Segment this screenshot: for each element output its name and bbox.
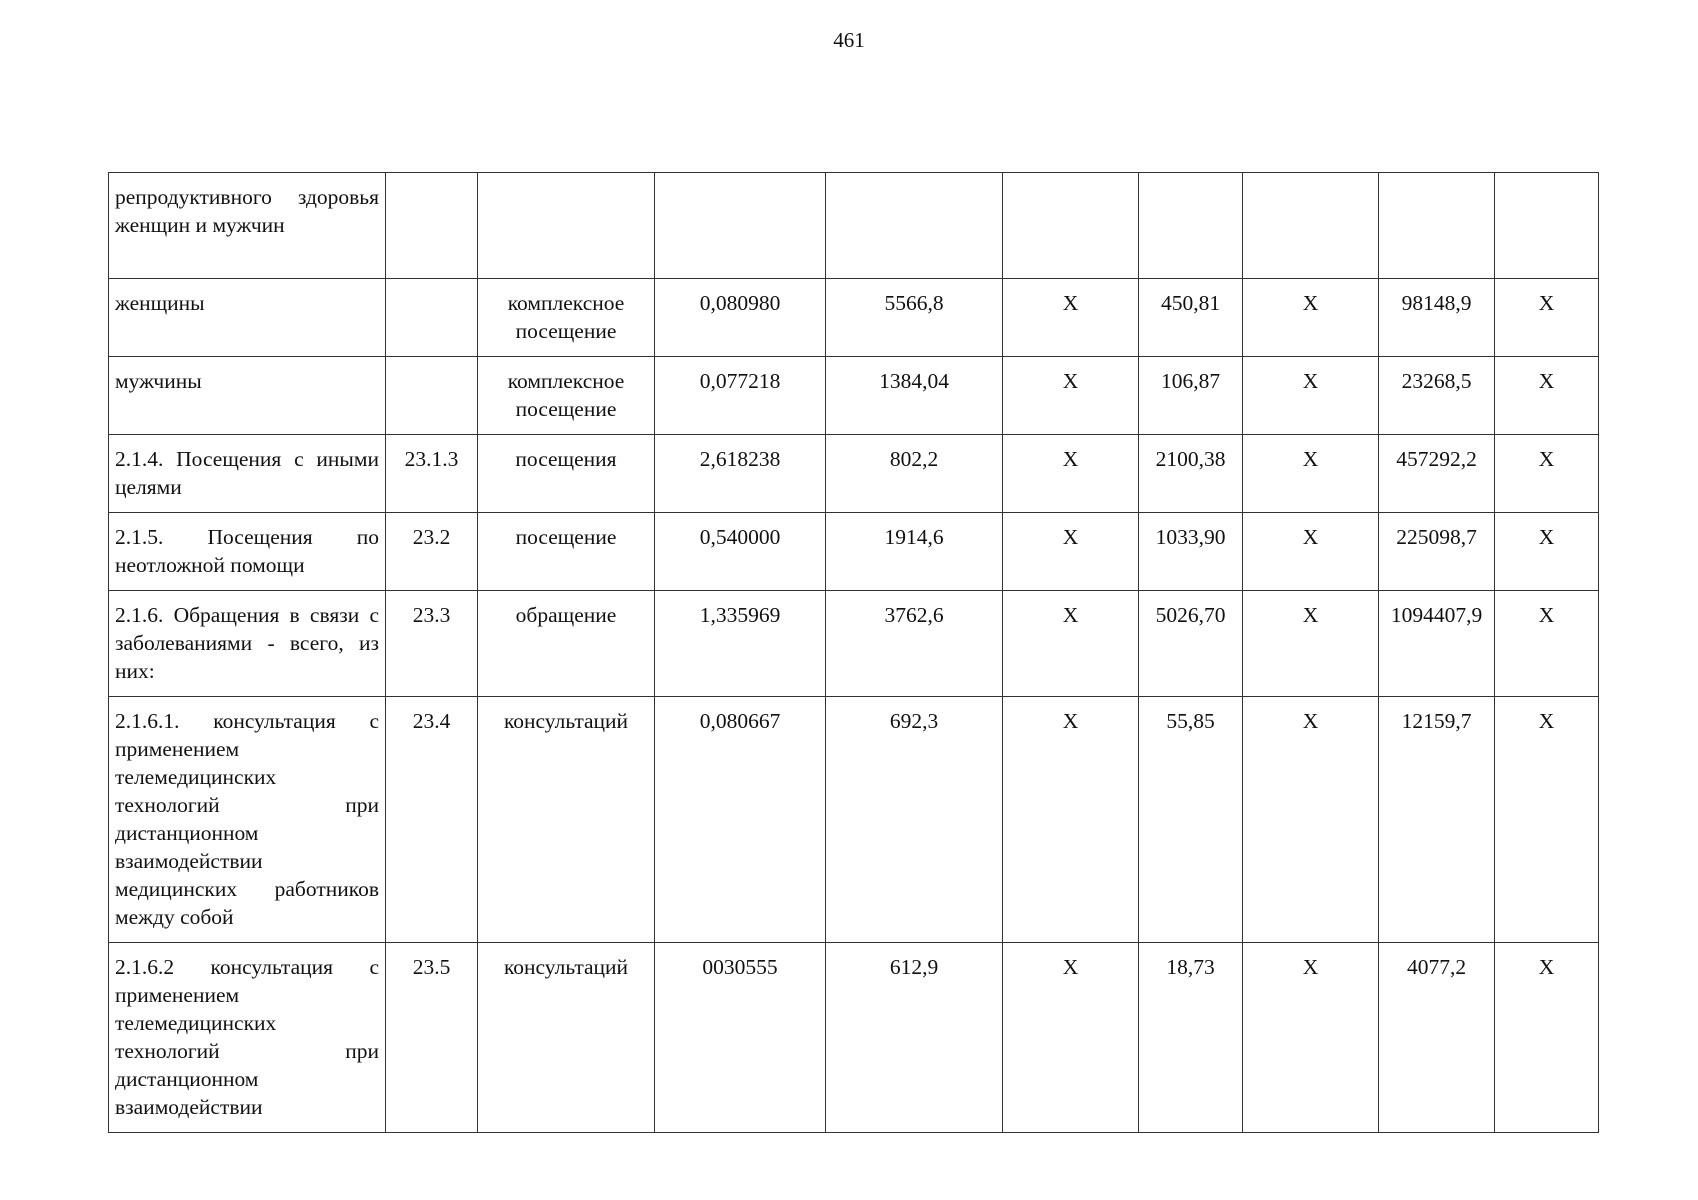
norm-volume-cell: 0,080980 — [655, 279, 826, 357]
item-name-cell: репродуктивного здоровья женщин и мужчин — [109, 173, 386, 279]
row-number-cell — [386, 173, 478, 279]
per-capita-oms-cell: 2100,38 — [1139, 435, 1243, 513]
table-row — [109, 591, 1599, 697]
norm-cost-cell: 802,2 — [826, 435, 1003, 513]
item-name-cell: 2.1.6. Обращения в связи с заболеваниями - всего, из них: — [109, 591, 386, 697]
cost-oms-cell: 225098,7 — [1379, 513, 1495, 591]
row-number-cell — [386, 279, 478, 357]
norm-volume-cell — [655, 173, 826, 279]
norm-cost-cell — [826, 173, 1003, 279]
table-row — [109, 435, 1599, 513]
unit-cell: посещения — [478, 435, 655, 513]
cost-budget-cell: X — [1243, 943, 1379, 1133]
per-capita-budget-cell: X — [1003, 357, 1139, 435]
page-number: 461 — [833, 28, 865, 52]
share-cell: X — [1495, 435, 1599, 513]
unit-cell: консультаций — [478, 697, 655, 943]
per-capita-oms-cell: 55,85 — [1139, 697, 1243, 943]
norm-cost-cell: 1914,6 — [826, 513, 1003, 591]
per-capita-budget-cell — [1003, 173, 1139, 279]
cost-oms-cell: 1094407,9 — [1379, 591, 1495, 697]
table-row — [109, 279, 1599, 357]
cost-budget-cell: X — [1243, 513, 1379, 591]
item-name-cell: 2.1.6.1. консультация с применением телемедицинских технологий при дистанционном взаимодействии медицинских работников между собой — [109, 697, 386, 943]
norm-volume-cell: 2,618238 — [655, 435, 826, 513]
cost-oms-cell — [1379, 173, 1495, 279]
row-number-cell: 23.4 — [386, 697, 478, 943]
per-capita-oms-cell: 18,73 — [1139, 943, 1243, 1133]
share-cell: X — [1495, 513, 1599, 591]
share-cell: X — [1495, 943, 1599, 1133]
row-number-cell: 23.5 — [386, 943, 478, 1133]
per-capita-oms-cell: 5026,70 — [1139, 591, 1243, 697]
norm-volume-cell: 1,335969 — [655, 591, 826, 697]
cost-budget-cell: X — [1243, 591, 1379, 697]
table-row — [109, 697, 1599, 943]
table-row — [109, 357, 1599, 435]
cost-budget-cell: X — [1243, 357, 1379, 435]
per-capita-budget-cell: X — [1003, 943, 1139, 1133]
row-number-cell — [386, 357, 478, 435]
table-body — [109, 173, 1599, 1133]
table-row — [109, 173, 1599, 279]
unit-cell: комплексное посещение — [478, 357, 655, 435]
cost-oms-cell: 98148,9 — [1379, 279, 1495, 357]
per-capita-budget-cell: X — [1003, 697, 1139, 943]
cost-budget-cell: X — [1243, 279, 1379, 357]
per-capita-oms-cell: 1033,90 — [1139, 513, 1243, 591]
norm-cost-cell: 3762,6 — [826, 591, 1003, 697]
share-cell: X — [1495, 279, 1599, 357]
share-cell: X — [1495, 591, 1599, 697]
unit-cell: обращение — [478, 591, 655, 697]
per-capita-budget-cell: X — [1003, 435, 1139, 513]
unit-cell: консультаций — [478, 943, 655, 1133]
norm-volume-cell: 0030555 — [655, 943, 826, 1133]
item-name-cell: 2.1.6.2 консультация с применением телемедицинских технологий при дистанционном взаимодействии — [109, 943, 386, 1133]
cost-oms-cell: 23268,5 — [1379, 357, 1495, 435]
unit-cell: посещение — [478, 513, 655, 591]
item-name-cell: 2.1.5. Посещения по неотложной помощи — [109, 513, 386, 591]
cost-budget-cell — [1243, 173, 1379, 279]
cost-oms-cell: 4077,2 — [1379, 943, 1495, 1133]
norm-cost-cell: 612,9 — [826, 943, 1003, 1133]
data-table — [108, 172, 1599, 1133]
share-cell: X — [1495, 357, 1599, 435]
share-cell — [1495, 173, 1599, 279]
per-capita-oms-cell: 106,87 — [1139, 357, 1243, 435]
item-name-cell: мужчины — [109, 357, 386, 435]
item-name-cell: 2.1.4. Посещения с иными целями — [109, 435, 386, 513]
norm-volume-cell: 0,080667 — [655, 697, 826, 943]
per-capita-budget-cell: X — [1003, 279, 1139, 357]
cost-budget-cell: X — [1243, 435, 1379, 513]
cost-oms-cell: 12159,7 — [1379, 697, 1495, 943]
per-capita-budget-cell: X — [1003, 591, 1139, 697]
per-capita-oms-cell: 450,81 — [1139, 279, 1243, 357]
row-number-cell: 23.1.3 — [386, 435, 478, 513]
cost-budget-cell: X — [1243, 697, 1379, 943]
norm-cost-cell: 1384,04 — [826, 357, 1003, 435]
norm-volume-cell: 0,077218 — [655, 357, 826, 435]
unit-cell — [478, 173, 655, 279]
row-number-cell: 23.3 — [386, 591, 478, 697]
share-cell: X — [1495, 697, 1599, 943]
table-row — [109, 513, 1599, 591]
cost-oms-cell: 457292,2 — [1379, 435, 1495, 513]
per-capita-oms-cell — [1139, 173, 1243, 279]
norm-cost-cell: 692,3 — [826, 697, 1003, 943]
norm-cost-cell: 5566,8 — [826, 279, 1003, 357]
norm-volume-cell: 0,540000 — [655, 513, 826, 591]
per-capita-budget-cell: X — [1003, 513, 1139, 591]
item-name-cell: женщины — [109, 279, 386, 357]
row-number-cell: 23.2 — [386, 513, 478, 591]
unit-cell: комплексное посещение — [478, 279, 655, 357]
table-row — [109, 943, 1599, 1133]
